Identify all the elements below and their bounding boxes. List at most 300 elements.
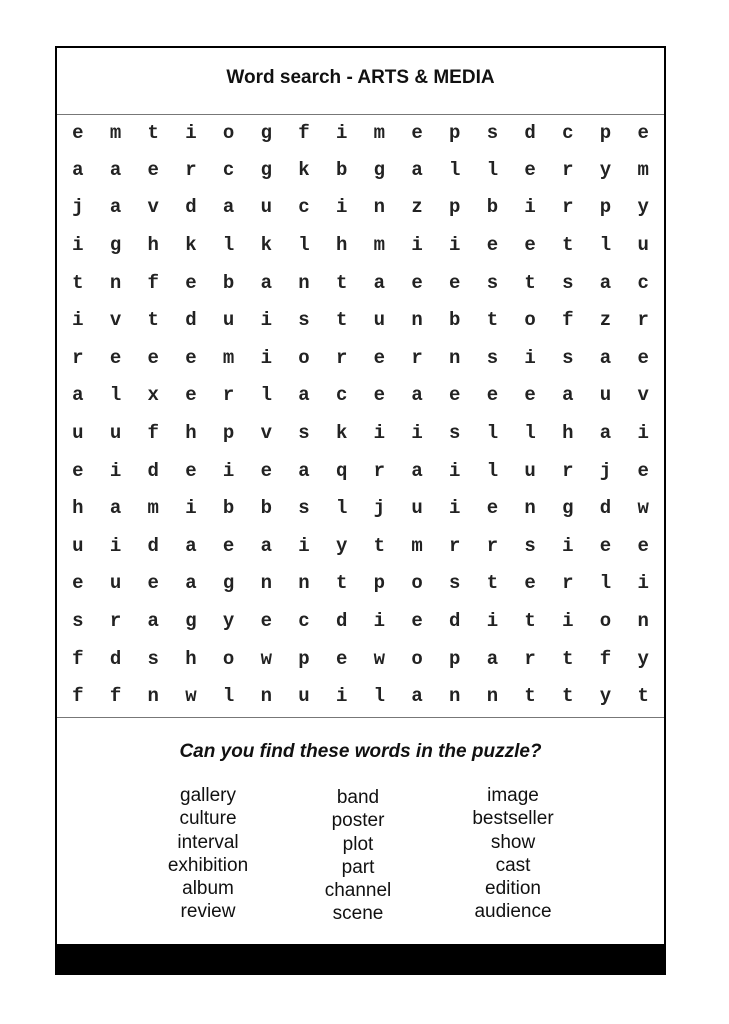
grid-cell[interactable]: b	[260, 497, 272, 520]
grid-cell[interactable]: b	[222, 497, 235, 520]
grid-cell[interactable]: e	[373, 384, 386, 407]
title-area	[57, 48, 664, 115]
grid-cell[interactable]: r	[524, 647, 536, 670]
grid-cell[interactable]: v	[260, 421, 272, 444]
grid-cell[interactable]: r	[449, 534, 461, 557]
grid-cell[interactable]: t	[335, 572, 348, 595]
word-item: culture	[179, 808, 237, 830]
grid-cell[interactable]: a	[109, 497, 122, 520]
word-item: channel	[324, 880, 392, 902]
grid-cell[interactable]: l	[222, 233, 235, 256]
grid-cell[interactable]: s	[449, 421, 461, 444]
grid-cell[interactable]: o	[411, 647, 423, 670]
grid-cell[interactable]: j	[72, 196, 84, 219]
grid-cell[interactable]: i	[449, 233, 461, 256]
grid-cell[interactable]: p	[599, 122, 612, 144]
grid-cell[interactable]: r	[335, 346, 348, 369]
grid-cell[interactable]: i	[411, 233, 423, 256]
word-column	[438, 784, 588, 926]
grid-cell[interactable]: a	[411, 685, 423, 708]
grid-cell[interactable]: t	[562, 233, 574, 256]
grid-cell[interactable]: r	[411, 346, 423, 369]
grid-cell[interactable]: u	[72, 421, 84, 444]
grid-cell[interactable]: a	[109, 196, 122, 219]
grid-cell[interactable]: e	[449, 271, 461, 294]
grid-cell[interactable]: e	[637, 346, 649, 369]
grid-row	[59, 452, 662, 490]
grid-row	[59, 151, 662, 189]
grid-cell[interactable]: i	[109, 459, 122, 482]
grid-cell[interactable]: h	[562, 421, 574, 444]
grid-cell[interactable]: i	[373, 421, 386, 444]
grid-row	[59, 377, 662, 415]
grid-cell[interactable]: u	[109, 421, 122, 444]
grid-cell[interactable]: e	[599, 534, 612, 557]
grid-cell[interactable]: a	[260, 271, 272, 294]
grid-cell[interactable]: r	[486, 534, 499, 557]
grid-cell[interactable]: d	[147, 459, 159, 482]
grid-cell[interactable]: k	[335, 421, 348, 444]
grid-cell[interactable]: i	[260, 346, 272, 369]
grid-cell[interactable]: c	[298, 609, 310, 632]
grid-cell[interactable]: e	[524, 233, 536, 256]
grid-cell[interactable]: l	[109, 384, 122, 407]
grid-cell[interactable]: a	[562, 384, 574, 407]
grid-cell[interactable]: f	[298, 122, 310, 144]
grid-row	[59, 115, 662, 151]
grid-cell[interactable]: c	[637, 271, 649, 294]
grid-cell[interactable]: f	[147, 271, 159, 294]
grid-cell[interactable]: l	[486, 158, 499, 181]
instructions: Can you find these words in the puzzle?	[179, 741, 542, 762]
grid-cell[interactable]: e	[524, 572, 536, 595]
grid-cell[interactable]: h	[185, 647, 197, 670]
grid-cell[interactable]: w	[185, 685, 197, 708]
grid-cell[interactable]: o	[599, 609, 612, 632]
grid-cell[interactable]: u	[524, 459, 536, 482]
grid-cell[interactable]: i	[637, 421, 649, 444]
grid-cell[interactable]: i	[373, 609, 386, 632]
grid-cell[interactable]: l	[524, 421, 536, 444]
grid-row	[59, 677, 662, 715]
grid-cell[interactable]: m	[411, 534, 423, 557]
grid-cell[interactable]: e	[373, 346, 386, 369]
grid-cell[interactable]: d	[109, 647, 122, 670]
grid-cell[interactable]: y	[222, 609, 235, 632]
grid-row	[59, 226, 662, 264]
grid-cell[interactable]: b	[335, 158, 348, 181]
word-item: gallery	[180, 785, 236, 806]
grid-row	[59, 189, 662, 227]
grid-cell[interactable]: b	[222, 271, 235, 294]
grid-row	[59, 527, 662, 565]
grid-cell[interactable]: a	[222, 196, 235, 219]
grid-cell[interactable]: s	[562, 271, 574, 294]
grid-cell[interactable]: u	[373, 309, 386, 332]
grid-cell[interactable]: n	[260, 685, 272, 708]
grid-cell[interactable]: d	[599, 497, 612, 520]
grid-cell[interactable]: a	[411, 158, 423, 181]
grid-cell[interactable]: a	[109, 158, 122, 181]
grid-cell[interactable]: n	[373, 196, 386, 219]
grid-cell[interactable]: c	[222, 158, 235, 181]
grid-cell[interactable]: n	[486, 685, 499, 708]
grid-cell[interactable]: a	[486, 647, 499, 670]
grid-cell[interactable]: n	[260, 572, 272, 595]
grid-cell[interactable]: l	[449, 158, 461, 181]
grid-cell[interactable]: m	[373, 233, 386, 256]
grid-cell[interactable]: c	[335, 384, 348, 407]
grid-cell[interactable]: d	[147, 534, 159, 557]
grid-cell[interactable]: a	[411, 384, 423, 407]
grid-cell[interactable]: r	[72, 346, 84, 369]
grid-cell[interactable]: t	[373, 534, 386, 557]
grid-cell[interactable]: i	[185, 497, 197, 520]
grid-cell[interactable]: e	[637, 122, 649, 144]
grid-cell[interactable]: a	[185, 534, 197, 557]
grid-cell[interactable]: i	[260, 309, 272, 332]
grid-cell[interactable]: n	[298, 572, 310, 595]
grid-cell[interactable]: d	[524, 122, 536, 144]
grid-cell[interactable]: m	[109, 122, 122, 144]
grid-cell[interactable]: y	[599, 158, 612, 181]
grid-cell[interactable]: g	[185, 609, 197, 632]
grid-cell[interactable]: e	[486, 384, 499, 407]
grid-cell[interactable]: t	[524, 685, 536, 708]
grid-cell[interactable]: g	[260, 158, 272, 181]
grid-row	[59, 602, 662, 640]
grid-cell[interactable]: l	[222, 685, 235, 708]
grid-cell[interactable]: i	[298, 534, 310, 557]
grid-cell[interactable]: x	[147, 384, 159, 407]
grid-cell[interactable]: y	[599, 685, 612, 708]
grid-cell[interactable]: i	[335, 685, 348, 708]
grid-cell[interactable]: r	[109, 609, 122, 632]
grid-cell[interactable]: r	[562, 196, 574, 219]
grid-cell[interactable]: j	[373, 497, 386, 520]
grid-cell[interactable]: m	[637, 158, 649, 181]
grid-cell[interactable]: l	[599, 233, 612, 256]
grid-cell[interactable]: n	[449, 685, 461, 708]
grid-cell[interactable]: r	[637, 309, 649, 332]
grid-cell[interactable]: h	[335, 233, 348, 256]
grid-cell[interactable]: b	[486, 196, 499, 219]
grid-cell[interactable]: v	[637, 384, 649, 407]
grid-cell[interactable]: e	[260, 459, 272, 482]
grid-cell[interactable]: g	[562, 497, 574, 520]
grid-cell[interactable]: a	[185, 572, 197, 595]
word-column	[133, 784, 283, 926]
grid-cell[interactable]: e	[72, 459, 84, 482]
grid-cell[interactable]: e	[185, 459, 197, 482]
grid-cell[interactable]: f	[599, 647, 612, 670]
grid-cell[interactable]: t	[562, 685, 574, 708]
grid-cell[interactable]: s	[72, 609, 84, 632]
grid-cell[interactable]: s	[298, 309, 310, 332]
grid-cell[interactable]: r	[562, 459, 574, 482]
word-item: exhibition	[167, 854, 249, 876]
grid-cell[interactable]: y	[637, 196, 649, 219]
word-column	[283, 786, 433, 926]
grid-cell[interactable]: e	[524, 158, 536, 181]
word-item: review	[180, 901, 236, 923]
word-item: image	[487, 785, 539, 806]
grid-cell[interactable]: s	[298, 421, 310, 444]
grid-cell[interactable]: d	[449, 609, 461, 632]
grid-cell[interactable]: f	[72, 647, 84, 670]
word-item: interval	[177, 831, 239, 853]
grid-cell[interactable]: s	[486, 271, 499, 294]
grid-cell[interactable]: h	[185, 421, 197, 444]
grid-cell[interactable]: e	[72, 572, 84, 595]
grid-cell[interactable]: y	[637, 647, 649, 670]
grid-cell[interactable]: v	[109, 309, 122, 332]
grid-cell[interactable]: s	[486, 346, 499, 369]
grid-cell[interactable]: t	[524, 609, 536, 632]
grid-cell[interactable]: l	[373, 685, 386, 708]
grid-cell[interactable]: a	[298, 459, 310, 482]
word-item: band	[336, 787, 380, 808]
grid-cell[interactable]: f	[72, 685, 84, 708]
grid-cell[interactable]: u	[222, 309, 235, 332]
grid-cell[interactable]: a	[599, 346, 612, 369]
grid-row	[59, 640, 662, 678]
grid-cell[interactable]: n	[147, 685, 159, 708]
grid-cell[interactable]: t	[486, 309, 499, 332]
grid-cell[interactable]: e	[637, 459, 649, 482]
grid-cell[interactable]: g	[222, 572, 235, 595]
grid-cell[interactable]: z	[411, 196, 423, 219]
grid-cell[interactable]: b	[449, 309, 461, 332]
grid-cell[interactable]: o	[222, 647, 235, 670]
grid-cell[interactable]: e	[185, 271, 197, 294]
word-item: album	[182, 878, 234, 900]
grid-cell[interactable]: d	[185, 196, 197, 219]
grid-cell[interactable]: u	[109, 572, 122, 595]
grid-cell[interactable]: c	[562, 122, 574, 144]
grid-cell[interactable]: o	[222, 122, 235, 144]
grid-cell[interactable]: o	[298, 346, 310, 369]
grid-cell[interactable]: a	[599, 271, 612, 294]
grid-cell[interactable]: n	[298, 271, 310, 294]
grid-cell[interactable]: e	[185, 384, 197, 407]
grid-cell[interactable]: r	[373, 459, 386, 482]
grid-cell[interactable]: i	[335, 122, 348, 144]
word-item: audience	[474, 901, 552, 923]
grid-cell[interactable]: e	[335, 647, 348, 670]
grid-cell[interactable]: q	[335, 459, 348, 482]
grid-cell[interactable]: i	[562, 609, 574, 632]
grid-cell[interactable]: g	[373, 158, 386, 181]
grid-cell[interactable]: e	[72, 122, 84, 144]
grid-cell[interactable]: m	[373, 122, 386, 144]
grid-cell[interactable]: h	[147, 233, 159, 256]
grid-cell[interactable]: r	[222, 384, 235, 407]
word-item: cast	[495, 854, 531, 876]
grid-cell[interactable]: i	[637, 572, 649, 595]
grid-cell[interactable]: i	[449, 459, 461, 482]
page-title: Word search - ARTS & MEDIA	[226, 67, 495, 88]
grid-cell[interactable]: i	[411, 421, 423, 444]
grid-cell[interactable]: l	[298, 233, 310, 256]
word-list	[57, 784, 664, 926]
grid-cell[interactable]: n	[524, 497, 536, 520]
grid-cell[interactable]: n	[449, 346, 461, 369]
grid-cell[interactable]: i	[562, 534, 574, 557]
grid-cell[interactable]: i	[524, 196, 536, 219]
grid-cell[interactable]: e	[411, 122, 423, 144]
word-item: scene	[332, 903, 384, 925]
grid-cell[interactable]: p	[449, 196, 461, 219]
grid-cell[interactable]: o	[524, 309, 536, 332]
word-item: part	[341, 856, 375, 878]
grid-cell[interactable]: i	[335, 196, 348, 219]
grid-cell[interactable]: a	[260, 534, 272, 557]
grid-row	[59, 301, 662, 339]
grid-cell[interactable]: t	[335, 271, 348, 294]
grid-cell[interactable]: t	[147, 309, 159, 332]
grid-cell[interactable]: e	[486, 233, 499, 256]
grid-cell[interactable]: e	[411, 609, 423, 632]
grid-cell[interactable]: i	[72, 233, 84, 256]
grid-cell[interactable]: p	[449, 122, 461, 144]
grid-cell[interactable]: e	[486, 497, 499, 520]
word-item: plot	[342, 833, 374, 855]
grid-cell[interactable]: a	[72, 384, 84, 407]
grid-cell[interactable]: k	[298, 158, 310, 181]
grid-cell[interactable]: r	[185, 158, 197, 181]
grid-cell[interactable]: a	[147, 609, 159, 632]
grid-cell[interactable]: l	[335, 497, 348, 520]
grid-cell[interactable]: d	[335, 609, 348, 632]
grid-cell[interactable]: i	[524, 346, 536, 369]
grid-cell[interactable]: e	[185, 346, 197, 369]
grid-cell[interactable]: w	[260, 647, 272, 670]
grid-cell[interactable]: i	[185, 122, 197, 144]
word-item: poster	[331, 810, 385, 832]
grid-cell[interactable]: s	[486, 122, 499, 144]
grid-cell[interactable]: z	[599, 309, 612, 332]
grid-row	[59, 489, 662, 527]
grid-cell[interactable]: m	[222, 346, 235, 369]
letter-grid	[57, 115, 664, 718]
word-item: show	[490, 831, 536, 853]
grid-cell[interactable]: p	[298, 647, 310, 670]
grid-cell[interactable]: s	[562, 346, 574, 369]
grid-cell[interactable]: s	[524, 534, 536, 557]
grid-cell[interactable]: e	[147, 346, 159, 369]
grid-cell[interactable]: t	[335, 309, 348, 332]
grid-cell[interactable]: t	[637, 685, 649, 708]
grid-cell[interactable]: e	[260, 609, 272, 632]
grid-cell[interactable]: t	[72, 271, 84, 294]
grid-cell[interactable]: p	[449, 647, 461, 670]
grid-cell[interactable]: p	[599, 196, 612, 219]
grid-cell[interactable]: u	[260, 196, 272, 219]
grid-cell[interactable]: l	[486, 421, 499, 444]
word-item: edition	[485, 878, 541, 900]
grid-cell[interactable]: i	[222, 459, 235, 482]
grid-cell[interactable]: n	[637, 609, 649, 632]
grid-cell[interactable]: i	[449, 497, 461, 520]
grid-cell[interactable]: f	[109, 685, 122, 708]
grid-cell[interactable]: c	[298, 196, 310, 219]
grid-row	[59, 414, 662, 452]
grid-cell[interactable]: e	[524, 384, 536, 407]
grid-cell[interactable]: l	[599, 572, 612, 595]
word-item: bestseller	[472, 808, 554, 830]
grid-cell[interactable]: i	[109, 534, 122, 557]
grid-row	[59, 565, 662, 603]
grid-cell[interactable]: o	[411, 572, 423, 595]
grid-cell[interactable]: a	[599, 421, 612, 444]
grid-cell[interactable]: u	[599, 384, 612, 407]
grid-cell[interactable]: r	[562, 572, 574, 595]
grid-cell[interactable]: e	[449, 384, 461, 407]
grid-cell[interactable]: p	[222, 421, 235, 444]
grid-cell[interactable]: a	[373, 271, 386, 294]
grid-cell[interactable]: s	[298, 497, 310, 520]
grid-cell[interactable]: i	[486, 609, 499, 632]
grid-cell[interactable]: y	[335, 534, 348, 557]
grid-cell[interactable]: a	[72, 158, 84, 181]
grid-cell[interactable]: g	[260, 122, 272, 144]
grid-cell[interactable]: m	[147, 497, 159, 520]
grid-cell[interactable]: t	[147, 122, 159, 144]
grid-cell[interactable]: e	[637, 534, 649, 557]
grid-cell[interactable]: f	[147, 421, 159, 444]
grid-cell[interactable]: n	[411, 309, 423, 332]
grid-cell[interactable]: e	[109, 346, 122, 369]
grid-cell[interactable]: k	[260, 233, 272, 256]
grid-cell[interactable]: e	[411, 271, 423, 294]
grid-cell[interactable]: t	[562, 647, 574, 670]
grid-cell[interactable]: n	[109, 271, 122, 294]
grid-cell[interactable]: e	[222, 534, 235, 557]
grid-cell[interactable]: u	[72, 534, 84, 557]
grid-cell[interactable]: e	[147, 572, 159, 595]
grid-cell[interactable]: u	[411, 497, 423, 520]
grid-cell[interactable]: h	[72, 497, 84, 520]
grid-cell[interactable]: j	[599, 459, 612, 482]
grid-cell[interactable]: l	[486, 459, 499, 482]
grid-cell[interactable]: w	[637, 497, 649, 520]
grid-cell[interactable]: p	[373, 572, 386, 595]
grid-cell[interactable]: v	[147, 196, 159, 219]
grid-cell[interactable]: l	[260, 384, 272, 407]
worksheet	[55, 46, 666, 946]
grid-cell[interactable]: k	[185, 233, 197, 256]
grid-cell[interactable]: g	[109, 233, 122, 256]
grid-cell[interactable]: a	[411, 459, 423, 482]
footer-bar	[55, 944, 666, 975]
grid-cell[interactable]: w	[373, 647, 386, 670]
grid-cell[interactable]: r	[562, 158, 574, 181]
grid-cell[interactable]: u	[298, 685, 310, 708]
grid-cell[interactable]: a	[298, 384, 310, 407]
grid-cell[interactable]: u	[637, 233, 649, 256]
grid-row	[59, 264, 662, 302]
grid-cell[interactable]: e	[147, 158, 159, 181]
grid-cell[interactable]: t	[486, 572, 499, 595]
grid-row	[59, 339, 662, 377]
grid-cell[interactable]: t	[524, 271, 536, 294]
grid-cell[interactable]: f	[562, 309, 574, 332]
grid-cell[interactable]: d	[185, 309, 197, 332]
grid-cell[interactable]: s	[147, 647, 159, 670]
grid-cell[interactable]: i	[72, 309, 84, 332]
grid-cell[interactable]: s	[449, 572, 461, 595]
